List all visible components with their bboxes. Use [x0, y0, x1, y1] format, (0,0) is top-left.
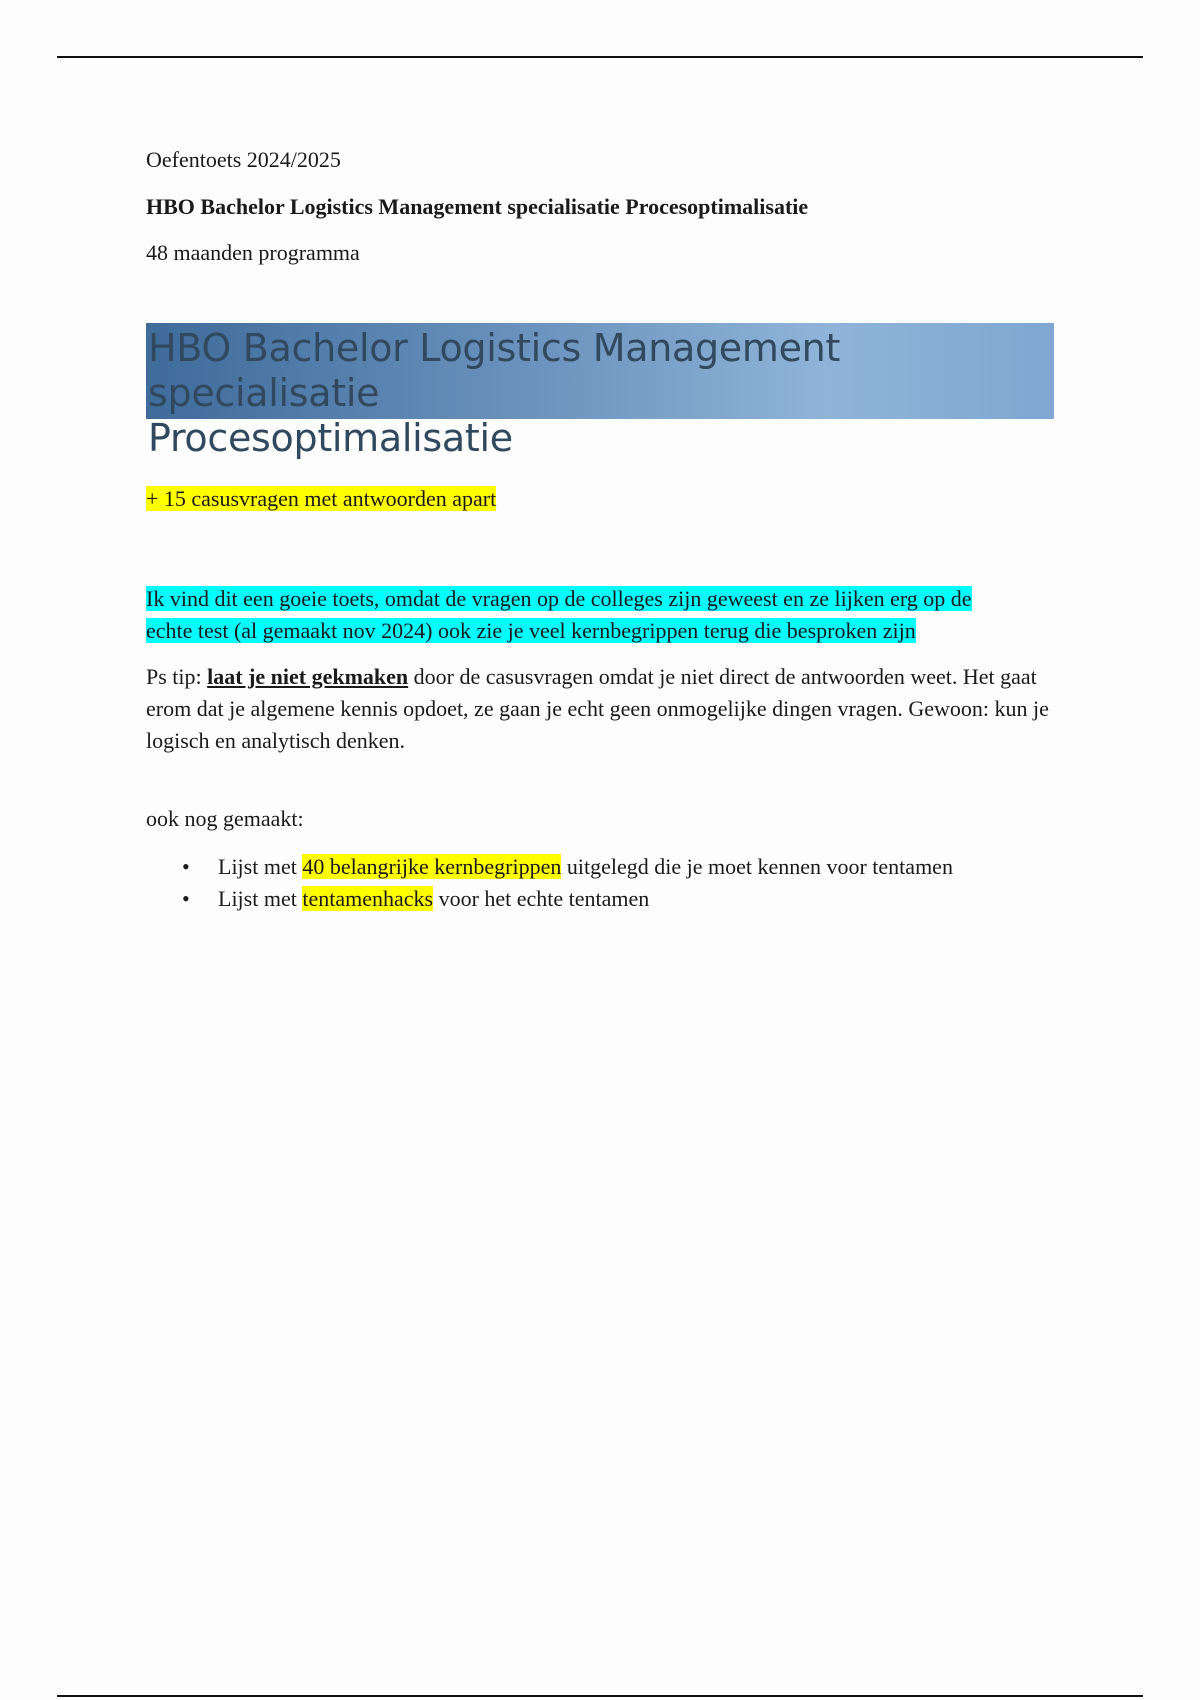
tip-prefix: Ps tip: — [146, 664, 208, 689]
tip-paragraph — [146, 661, 1056, 757]
list-item-after: voor het echte tentamen — [433, 886, 650, 911]
title-banner — [146, 323, 1054, 460]
practice-exam-label: Oefentoets 2024/2025 — [146, 147, 341, 172]
list-item — [182, 883, 1056, 915]
list-item-after: uitgelegd die je moet kennen voor tentamen — [561, 854, 953, 879]
tip-rest: door de casusvragen omdat je niet direct de antwoorden weet. Het gaat erom dat je algemene kennis opdoet, ze gaan je echt geen onmogelijke dingen vragen. Gewoon: kun je logisch en analytisch denken. — [146, 664, 1049, 753]
extra-cases-note — [146, 483, 1056, 515]
also-made-list — [146, 851, 1056, 915]
program-duration: 48 maanden programma — [146, 240, 360, 265]
opinion-line-1: Ik vind dit een goeie toets, omdat de vragen op de colleges zijn geweest en ze lijken erg op de — [146, 586, 972, 611]
banner-line-1: HBO Bachelor Logistics Management specialisatie — [148, 326, 841, 415]
list-item-highlight: 40 belangrijke kernbegrippen — [302, 854, 562, 879]
bullet-icon: • — [182, 886, 190, 911]
document-body — [146, 144, 1056, 915]
bottom-rule — [57, 1695, 1143, 1697]
list-item — [182, 851, 1056, 883]
opinion-line-2: echte test (al gemaakt nov 2024) ook zie je veel kernbegrippen terug die besproken zijn — [146, 618, 916, 643]
list-item-before: Lijst met — [218, 886, 303, 911]
top-rule — [57, 56, 1143, 58]
list-item-before: Lijst met — [218, 854, 303, 879]
banner-line-2: Procesoptimalisatie — [148, 416, 513, 460]
opinion-paragraph — [146, 583, 1056, 647]
also-made-label: ook nog gemaakt: — [146, 806, 304, 831]
tip-emphasis: laat je niet gekmaken — [207, 664, 409, 689]
program-title: HBO Bachelor Logistics Management specialisatie Procesoptimalisatie — [146, 194, 809, 219]
bullet-icon: • — [182, 854, 190, 879]
list-item-highlight: tentamenhacks — [302, 886, 434, 911]
extra-cases-highlight: + 15 casusvragen met antwoorden apart — [146, 486, 497, 511]
